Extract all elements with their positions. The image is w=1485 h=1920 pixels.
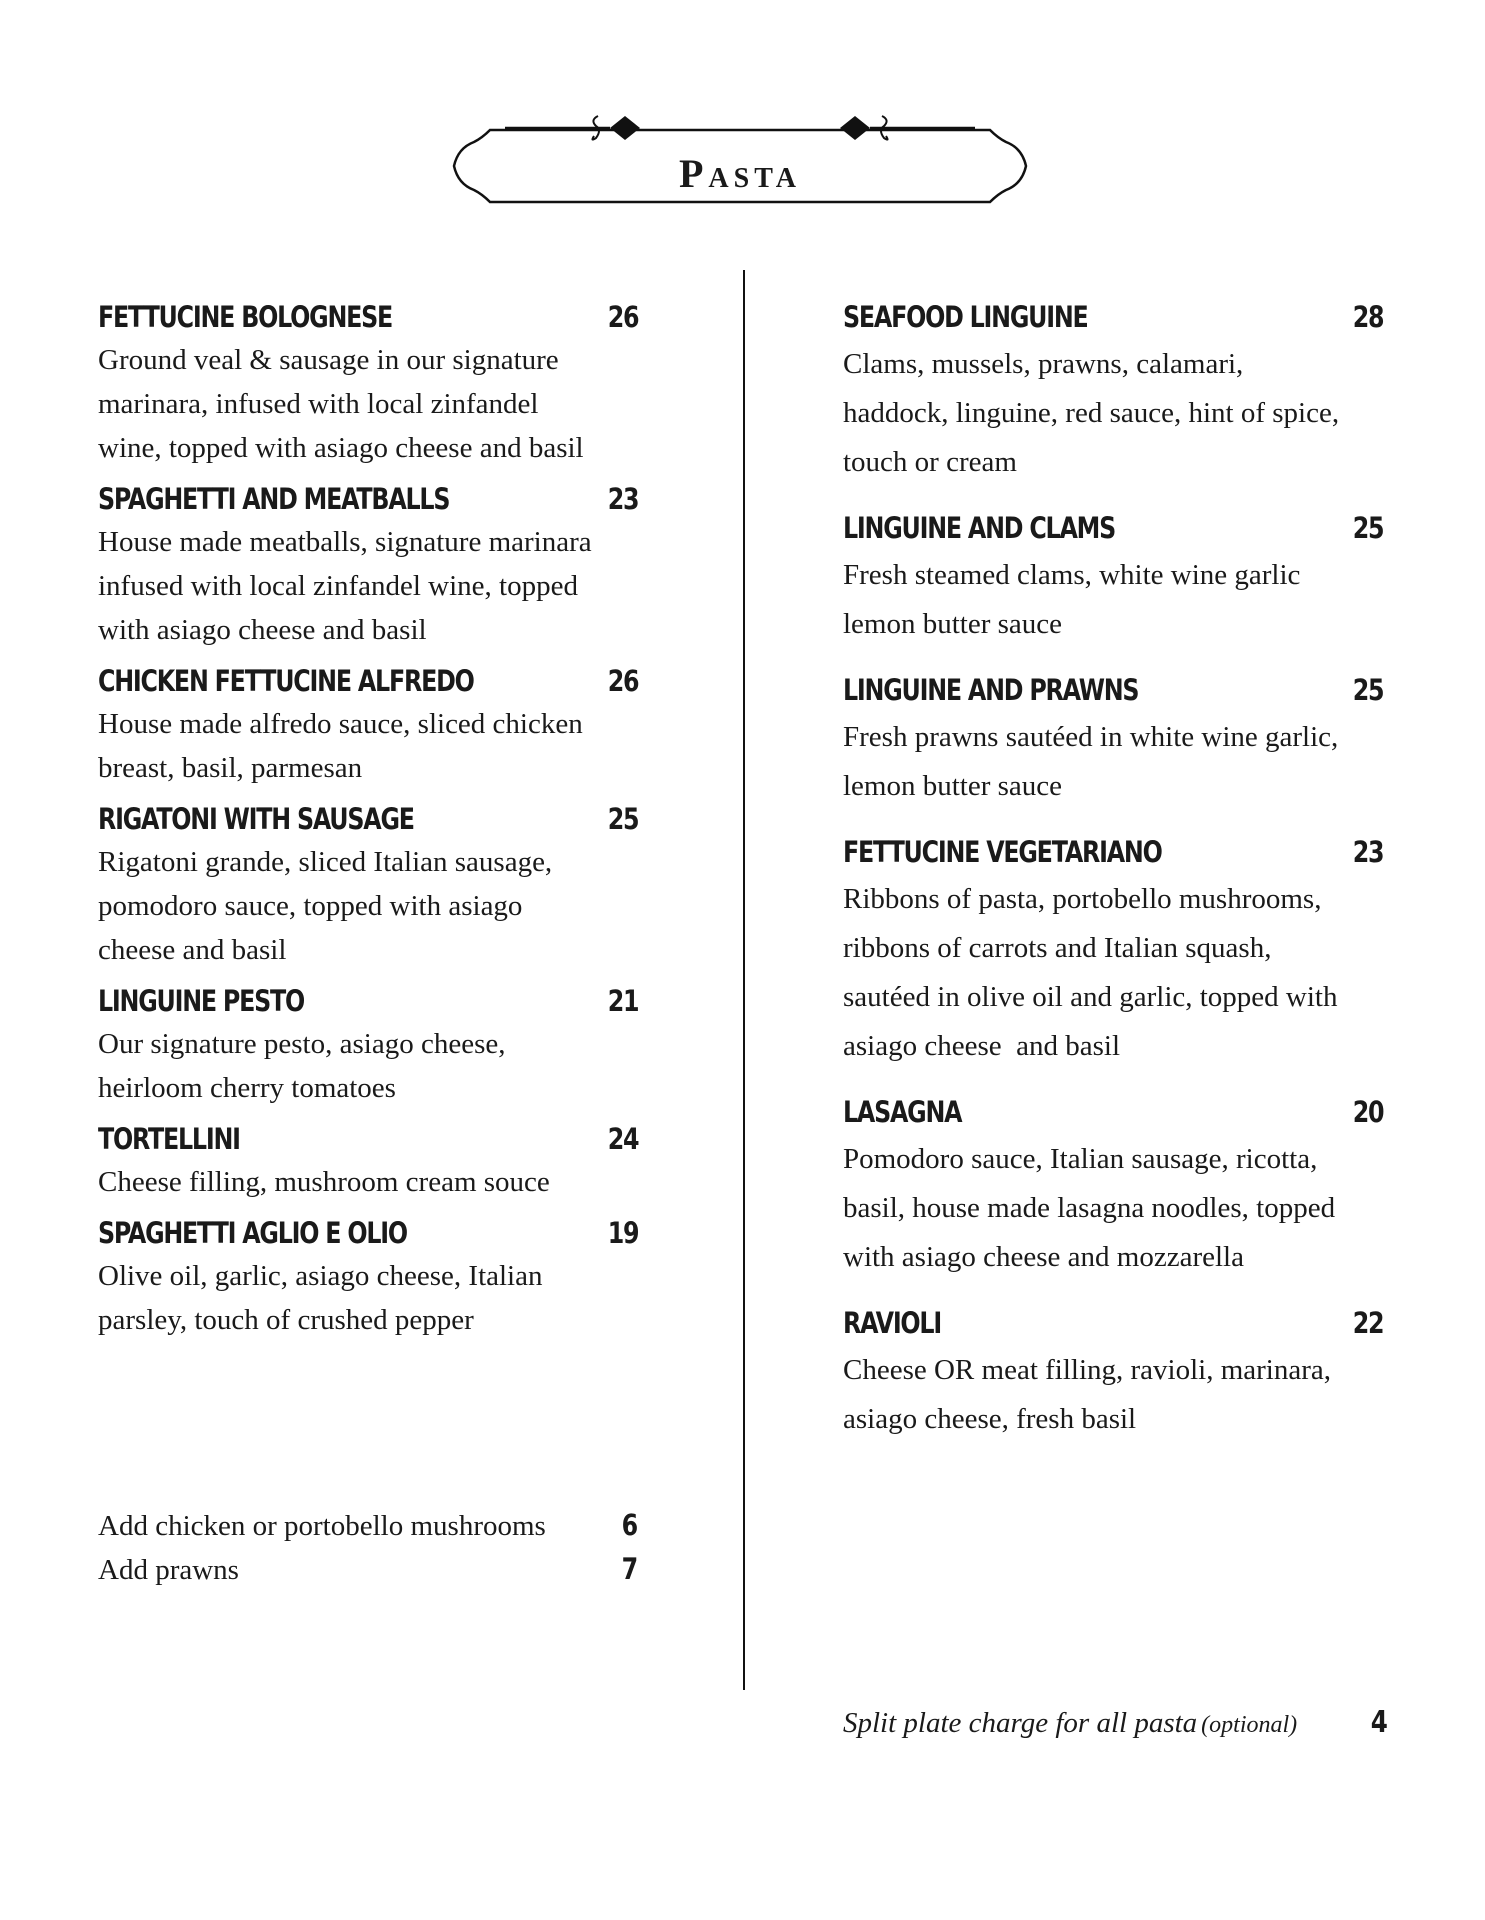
item-name: TORTELLINI [98, 1122, 240, 1156]
description-line: breast, basil, parmesan [98, 752, 363, 784]
item-name: LINGUINE AND PRAWNS [843, 673, 1139, 707]
description-line: basil, house made lasagna noodles, topped [843, 1192, 1336, 1224]
addon-row [98, 1508, 638, 1552]
addon-price: 6 [621, 1508, 638, 1542]
description-line: Rigatoni grande, sliced Italian sausage, [98, 846, 553, 878]
item-description [843, 340, 1383, 487]
footer-note: Split plate charge for all pasta [843, 1707, 1198, 1739]
description-line: lemon butter sauce [843, 770, 1063, 802]
addon-label: Add prawns [98, 1554, 239, 1586]
item-description [843, 1346, 1383, 1444]
item-name: LINGUINE AND CLAMS [843, 511, 1115, 545]
right-menu-column [843, 300, 1383, 1468]
item-name: LINGUINE PESTO [98, 984, 305, 1018]
menu-item [98, 482, 638, 652]
menu-item [98, 1216, 638, 1342]
item-price: 23 [1352, 835, 1383, 869]
menu-item [843, 511, 1383, 649]
item-price: 23 [607, 482, 638, 516]
item-price: 25 [1352, 673, 1383, 707]
description-line: parsley, touch of crushed pepper [98, 1304, 474, 1336]
title-banner [450, 108, 1030, 213]
footer-note-sub: (optional) [1201, 1712, 1298, 1738]
right-diamond-icon [840, 116, 870, 140]
description-line: pomodoro sauce, topped with asiago [98, 890, 523, 922]
description-line: Cheese filling, mushroom cream souce [98, 1166, 550, 1198]
left-menu-column [98, 300, 638, 1354]
description-line: Olive oil, garlic, asiago cheese, Italian [98, 1260, 543, 1292]
description-line: asiago cheese and basil [843, 1030, 1121, 1062]
menu-item [843, 673, 1383, 811]
description-line: ribbons of carrots and Italian squash, [843, 932, 1272, 964]
item-description [843, 551, 1383, 649]
item-name: SEAFOOD LINGUINE [843, 300, 1088, 334]
description-line: marinara, infused with local zinfandel [98, 388, 539, 420]
description-line: Ground veal & sausage in our signature [98, 344, 559, 376]
description-line: House made meatballs, signature marinara [98, 526, 592, 558]
addon-label: Add chicken or portobello mushrooms [98, 1510, 546, 1542]
menu-item [843, 835, 1383, 1071]
item-name: RIGATONI WITH SAUSAGE [98, 802, 414, 836]
item-name: FETTUCINE VEGETARIANO [843, 835, 1162, 869]
menu-item [98, 664, 638, 790]
menu-item [843, 1095, 1383, 1282]
description-line: with asiago cheese and mozzarella [843, 1241, 1244, 1273]
description-line: haddock, linguine, red sauce, hint of spice, [843, 397, 1340, 429]
description-line: infused with local zinfandel wine, topped [98, 570, 578, 602]
menu-item [843, 300, 1383, 487]
description-line: with asiago cheese and basil [98, 614, 427, 646]
menu-item [98, 1122, 638, 1204]
item-description [843, 713, 1383, 811]
description-line: Pomodoro sauce, Italian sausage, ricotta, [843, 1143, 1318, 1175]
item-price: 21 [607, 984, 638, 1018]
addon-price: 7 [621, 1552, 638, 1586]
split-plate-note [843, 1705, 1388, 1740]
description-line: lemon butter sauce [843, 608, 1063, 640]
description-line: House made alfredo sauce, sliced chicken [98, 708, 583, 740]
item-name: SPAGHETTI AGLIO E OLIO [98, 1216, 407, 1250]
item-name: FETTUCINE BOLOGNESE [98, 300, 393, 334]
item-price: 24 [607, 1122, 638, 1156]
description-line: touch or cream [843, 446, 1017, 478]
item-price: 25 [1352, 511, 1383, 545]
description-line: Ribbons of pasta, portobello mushrooms, [843, 883, 1322, 915]
item-name: LASAGNA [843, 1095, 962, 1129]
menu-item [843, 1306, 1383, 1444]
addons-list [98, 1508, 638, 1596]
item-price: 25 [607, 802, 638, 836]
item-price: 22 [1352, 1306, 1383, 1340]
description-line: Our signature pesto, asiago cheese, [98, 1028, 506, 1060]
item-name: CHICKEN FETTUCINE ALFREDO [98, 664, 474, 698]
description-line: cheese and basil [98, 934, 287, 966]
item-name: SPAGHETTI AND MEATBALLS [98, 482, 450, 516]
item-description [98, 520, 638, 652]
item-price: 26 [607, 664, 638, 698]
item-name: RAVIOLI [843, 1306, 941, 1340]
item-description [98, 1254, 638, 1342]
description-line: asiago cheese, fresh basil [843, 1403, 1137, 1435]
menu-item [98, 300, 638, 470]
item-description [98, 1022, 638, 1110]
description-line: heirloom cherry tomatoes [98, 1072, 396, 1104]
addon-row [98, 1552, 638, 1596]
description-line: Fresh steamed clams, white wine garlic [843, 559, 1301, 591]
description-line: wine, topped with asiago cheese and basil [98, 432, 584, 464]
description-line: sautéed in olive oil and garlic, topped with [843, 981, 1338, 1013]
item-description [843, 875, 1383, 1071]
item-description [98, 338, 638, 470]
item-description [843, 1135, 1383, 1282]
left-diamond-icon [610, 116, 640, 140]
item-price: 26 [607, 300, 638, 334]
item-description [98, 702, 638, 790]
footer-text [843, 1707, 1297, 1740]
description-line: Cheese OR meat filling, ravioli, marinara, [843, 1354, 1332, 1386]
menu-item [98, 984, 638, 1110]
menu-item [98, 802, 638, 972]
item-price: 19 [607, 1216, 638, 1250]
item-description [98, 1160, 638, 1204]
split-plate-price: 4 [1370, 1705, 1388, 1740]
description-line: Fresh prawns sautéed in white wine garlic, [843, 721, 1339, 753]
item-price: 20 [1352, 1095, 1383, 1129]
page-title: Pasta [678, 151, 802, 196]
item-description [98, 840, 638, 972]
item-price: 28 [1352, 300, 1383, 334]
column-divider [743, 270, 745, 1690]
description-line: Clams, mussels, prawns, calamari, [843, 348, 1244, 380]
